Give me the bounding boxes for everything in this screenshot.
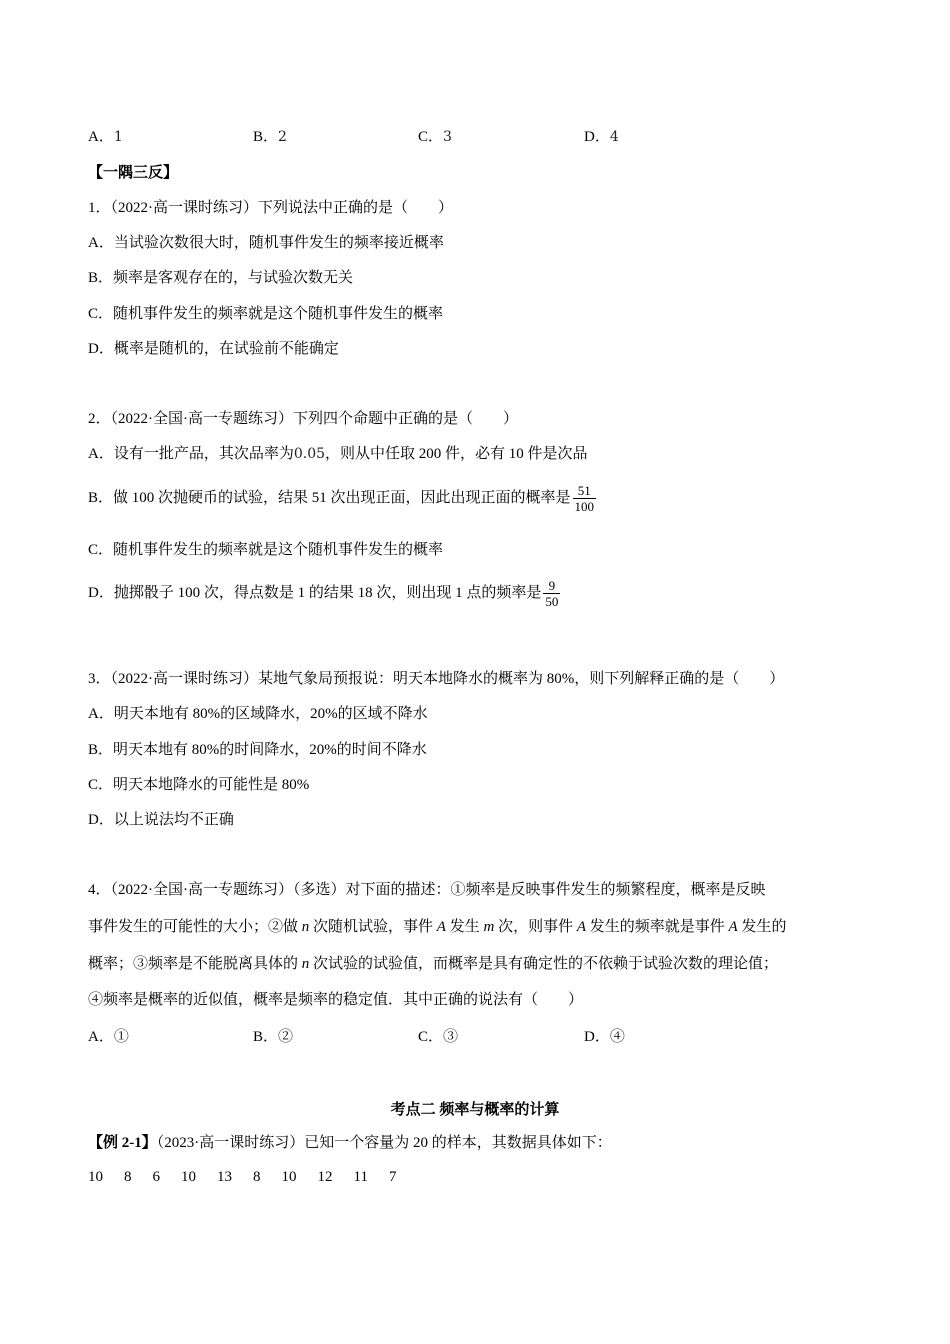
q4-text: 概率；③频率是不能脱离具体的: [88, 956, 302, 972]
q4-option-b: B．②: [253, 1029, 294, 1045]
q2-a-text-end: ，则从中任取 200 件，必有 10 件是次品: [325, 446, 588, 462]
q4-line-1: 4．（2022·全国·高一专题练习）（多选）对下面的描述：①频率是反映事件发生的频繁程度，概率是反映: [88, 882, 766, 898]
q3-option-b: B．明天本地有 80%的时间降水，20%的时间不降水: [88, 742, 427, 758]
q1-option-a: A．当试验次数很大时，随机事件发生的频率接近概率: [88, 235, 444, 251]
q4-option-d: D．④: [584, 1029, 625, 1045]
q3-stem: 3．（2022·高一课时练习）某地气象局预报说：明天本地降水的概率为 80%，则下列解释正确的是（ ）: [88, 671, 785, 687]
option-b-value: 2: [278, 129, 287, 145]
example-label: 【例 2-1】: [88, 1135, 157, 1151]
option-b-label: B．: [253, 129, 279, 145]
q1-option-d: D．概率是随机的，在试验前不能确定: [88, 341, 339, 357]
section-heading-yiyu: 【一隅三反】: [88, 165, 179, 181]
example-text: （2023·高一课时练习）已知一个容量为 20 的样本，其数据具体如下：: [156, 1135, 612, 1151]
q2-option-a: [88, 444, 588, 464]
option-d-label: D．: [584, 129, 610, 145]
data-value: 7: [388, 1169, 397, 1185]
q1-option-b: B．频率是客观存在的，与试验次数无关: [88, 270, 354, 286]
q2-a-text: A．设有一批产品，其次品率为: [88, 446, 294, 462]
q2-b-fraction: [573, 483, 597, 514]
option-a-label: A．: [88, 129, 114, 145]
option-c-value: 3: [443, 129, 452, 145]
top-options-row: [88, 127, 768, 149]
variable-a: A: [436, 919, 446, 935]
option-d-value: 4: [609, 129, 619, 145]
option-c-label: C．: [418, 129, 444, 145]
example-2-1: [88, 1133, 612, 1153]
data-value: 10: [181, 1169, 196, 1185]
variable-m: m: [483, 919, 495, 935]
data-value: 10: [88, 1169, 103, 1185]
variable-n: n: [301, 956, 310, 972]
q2-option-d: [88, 573, 560, 613]
q4-text: 次随机试验，事件: [309, 919, 437, 935]
q4-line-3: [88, 954, 778, 974]
q2-d-fraction: [543, 578, 560, 609]
q3-option-d: D．以上说法均不正确: [88, 812, 234, 828]
option-a-value: 1: [113, 129, 123, 145]
q2-d-text: D．抛掷骰子 100 次，得点数是 1 的结果 18 次，则出现 1 点的频率是: [88, 585, 542, 601]
variable-a: A: [576, 919, 586, 935]
option-d: [584, 127, 619, 147]
q2-option-b: [88, 478, 596, 518]
data-value: 13: [217, 1169, 232, 1185]
variable-a: A: [728, 919, 738, 935]
q3-option-c: C．明天本地降水的可能性是 80%: [88, 777, 310, 793]
q2-b-text: B．做 100 次抛硬币的试验，结果 51 次出现正面，因此出现正面的概率是: [88, 490, 571, 506]
q1-option-c: C．随机事件发生的频率就是这个随机事件发生的概率: [88, 306, 444, 322]
data-value: 6: [152, 1169, 160, 1185]
q3-option-a: A．明天本地有 80%的区域降水，20%的区域不降水: [88, 706, 428, 722]
q4-text: 发生的频率就是事件: [586, 919, 729, 935]
fraction-numerator: 9: [548, 578, 556, 594]
fraction-numerator: 51: [577, 483, 591, 499]
fraction-denominator: 100: [574, 499, 595, 515]
data-value: 8: [124, 1169, 132, 1185]
q4-text: 发生: [445, 919, 484, 935]
data-value: 11: [353, 1169, 368, 1185]
q4-text: 次试验的试验值，而概率是具有确定性的不依赖于试验次数的理论值；: [309, 956, 779, 972]
q1-stem: 1．（2022·高一课时练习）下列说法中正确的是（ ）: [88, 200, 453, 216]
q4-line-4: ④频率是概率的近似值，概率是频率的稳定值．其中正确的说法有（ ）: [88, 992, 584, 1008]
q2-stem: 2．（2022·全国·高一专题练习）下列四个命题中正确的是（ ）: [88, 411, 518, 427]
section-2-title: 考点二 频率与概率的计算: [390, 1102, 560, 1118]
fraction-denominator: 50: [545, 594, 559, 610]
q4-line-2: [88, 917, 786, 937]
data-value: 12: [317, 1169, 333, 1185]
data-value: 8: [253, 1169, 261, 1185]
q4-text: 事件发生的可能性的大小；②做: [88, 919, 302, 935]
q2-a-math: 0.05: [293, 446, 326, 462]
option-a: [88, 127, 123, 147]
q4-option-a: A．①: [88, 1029, 129, 1045]
q4-text: 发生的: [737, 919, 787, 935]
option-c: [418, 127, 452, 147]
data-value: 10: [281, 1169, 297, 1185]
variable-n: n: [301, 919, 310, 935]
q4-text: 次，则事件: [494, 919, 577, 935]
q4-option-c: C．③: [418, 1029, 459, 1045]
example-data-row: [88, 1167, 417, 1187]
q4-options-row: [88, 1027, 768, 1049]
option-b: [253, 127, 287, 147]
q2-option-c: C．随机事件发生的频率就是这个随机事件发生的概率: [88, 542, 444, 558]
